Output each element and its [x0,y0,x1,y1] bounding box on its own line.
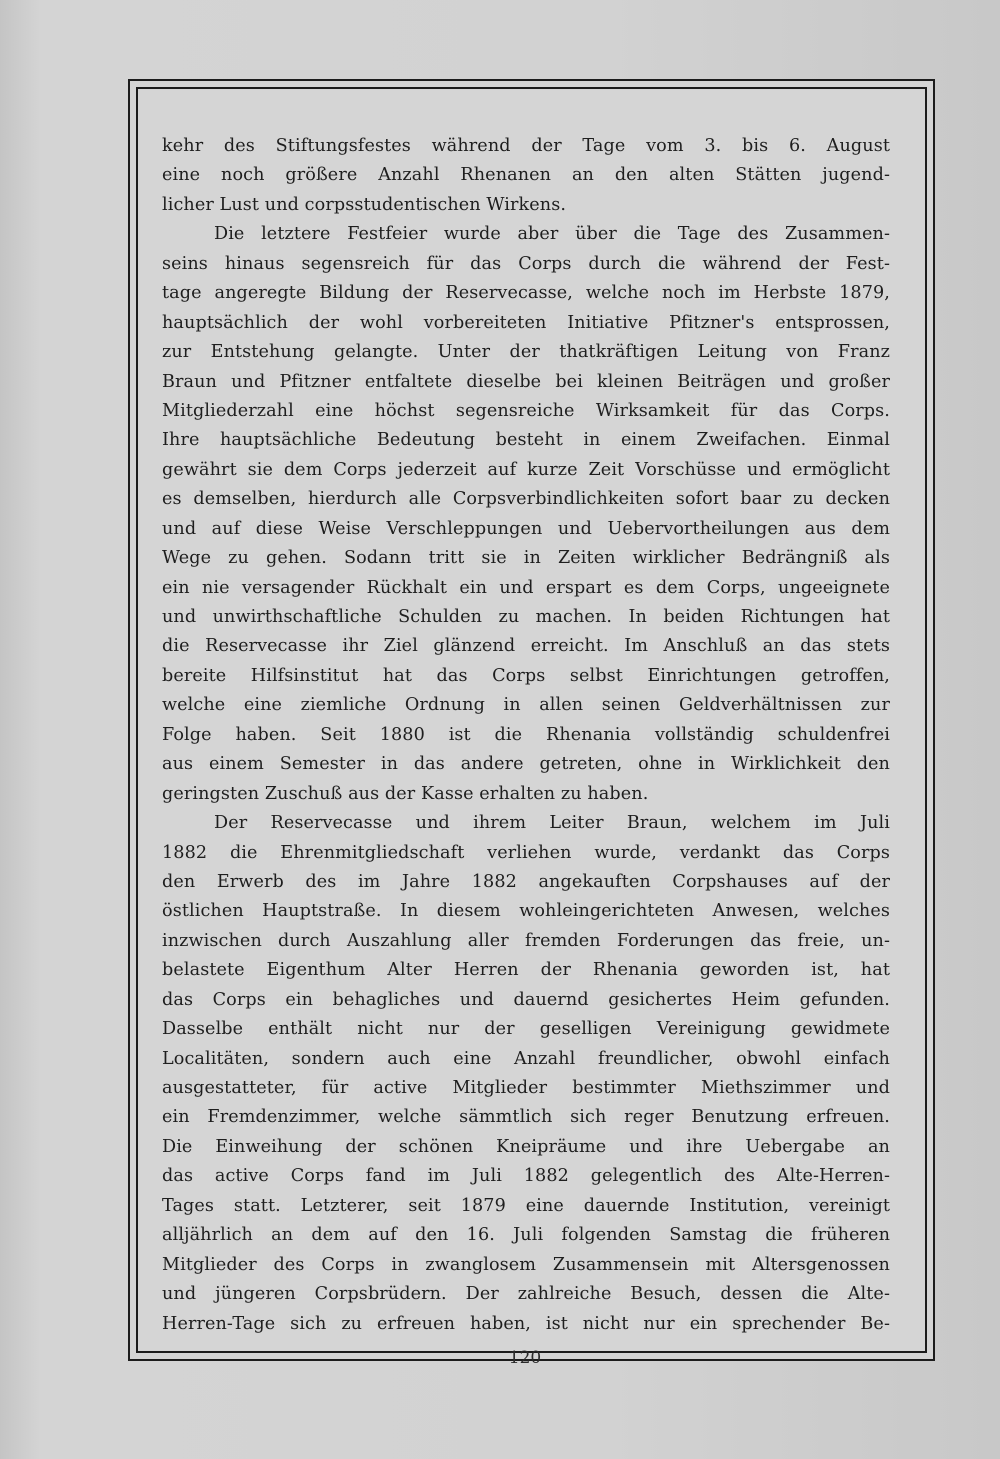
text-line: welche eine ziemliche Ordnung in allen seinen Geldverhältnissen zur [162,695,890,716]
text-line: Mitgliederzahl eine höchst segensreiche Wirksamkeit für das Corps. [162,400,890,421]
text-line: Ihre hauptsächliche Bedeutung besteht in einem Zweifachen. Einmal [162,430,890,451]
text-line: alljährlich an dem auf den 16. Juli folgenden Samstag die früheren [162,1225,890,1246]
text-line: Folge haben. Seit 1880 ist die Rhenania vollständig schuldenfrei [162,724,890,745]
text-line: kehr des Stiftungsfestes während der Tage vom 3. bis 6. August [162,136,890,156]
text-line: und jüngeren Corpsbrüdern. Der zahlreiche Besuch, dessen die Alte- [162,1284,890,1305]
text-line: den Erwerb des im Jahre 1882 angekauften Corpshauses auf der [162,871,890,892]
text-line: Dasselbe enthält nicht nur der geselligen Vereinigung gewidmete [162,1019,890,1040]
text-line: geringsten Zuschuß aus der Kasse erhalten zu haben. [162,783,649,804]
text-line: eine noch größere Anzahl Rhenanen an den alten Stätten jugend- [162,165,890,186]
text-line: seins hinaus segensreich für das Corps durch die während der Fest- [162,253,890,274]
text-line: die Reservecasse ihr Ziel glänzend erreicht. Im Anschluß an das stets [162,636,890,657]
text-line: Die letztere Festfeier wurde aber über die Tage des Zusammen- [214,224,890,245]
text-line: hauptsächlich der wohl vorbereiteten Initiative Pfitzner's entsprossen, [162,312,890,333]
text-line: und auf diese Weise Verschleppungen und Uebervortheilungen aus dem [162,518,890,539]
text-line: das active Corps fand im Juli 1882 gelegentlich des Alte-Herren- [162,1166,890,1187]
text-line: aus einem Semester in das andere getreten, ohne in Wirklichkeit den [162,754,890,775]
text-line: Mitglieder des Corps in zwanglosem Zusammensein mit Altersgenossen [162,1254,890,1275]
text-line: 1882 die Ehrenmitgliedschaft verliehen wurde, verdankt das Corps [162,842,890,863]
text-line: das Corps ein behagliches und dauernd gesichertes Heim gefunden. [162,989,890,1010]
text-line: Tages statt. Letzterer, seit 1879 eine dauernde Institution, vereinigt [162,1195,890,1216]
text-line: ein Fremdenzimmer, welche sämmtlich sich reger Benutzung erfreuen. [162,1107,890,1128]
text-line: bereite Hilfsinstitut hat das Corps selbst Einrichtungen getroffen, [162,665,890,686]
text-line: licher Lust und corpsstudentischen Wirkens. [162,194,567,215]
page-number: 120 [508,1348,542,1368]
text-line: Braun und Pfitzner entfaltete dieselbe bei kleinen Beiträgen und großer [162,371,890,392]
text-line: Herren-Tage sich zu erfreuen haben, ist nicht nur ein sprechender Be- [162,1313,890,1334]
text-line: inzwischen durch Auszahlung aller fremden Forderungen das freie, un- [162,930,890,951]
text-line: Wege zu gehen. Sodann tritt sie in Zeiten wirklicher Bedrängniß als [162,548,890,569]
text-line: gewährt sie dem Corps jederzeit auf kurze Zeit Vorschüsse und ermöglicht [162,459,890,480]
text-line: Localitäten, sondern auch eine Anzahl freundlicher, obwohl einfach [162,1048,890,1069]
text-line: Die Einweihung der schönen Kneipräume und ihre Uebergabe an [162,1136,890,1157]
text-line: östlichen Hauptstraße. In diesem wohleingerichteten Anwesen, welches [162,901,890,922]
text-line: und unwirthschaftliche Schulden zu machen. In beiden Richtungen hat [162,607,890,627]
text-line: es demselben, hierdurch alle Corpsverbindlichkeiten sofort baar zu decken [162,489,890,510]
text-line: Der Reservecasse und ihrem Leiter Braun, welchem im Juli [214,813,890,834]
text-line: ein nie versagender Rückhalt ein und erspart es dem Corps, ungeeignete [162,577,890,598]
text-line: ausgestatteter, für active Mitglieder bestimmter Miethszimmer und [162,1078,890,1098]
text-line: zur Entstehung gelangte. Unter der thatkräftigen Leitung von Franz [162,342,890,363]
text-line: belastete Eigenthum Alter Herren der Rhenania geworden ist, hat [162,960,890,981]
body-text [162,132,890,1339]
text-line: tage angeregte Bildung der Reservecasse, welche noch im Herbste 1879, [162,283,890,304]
